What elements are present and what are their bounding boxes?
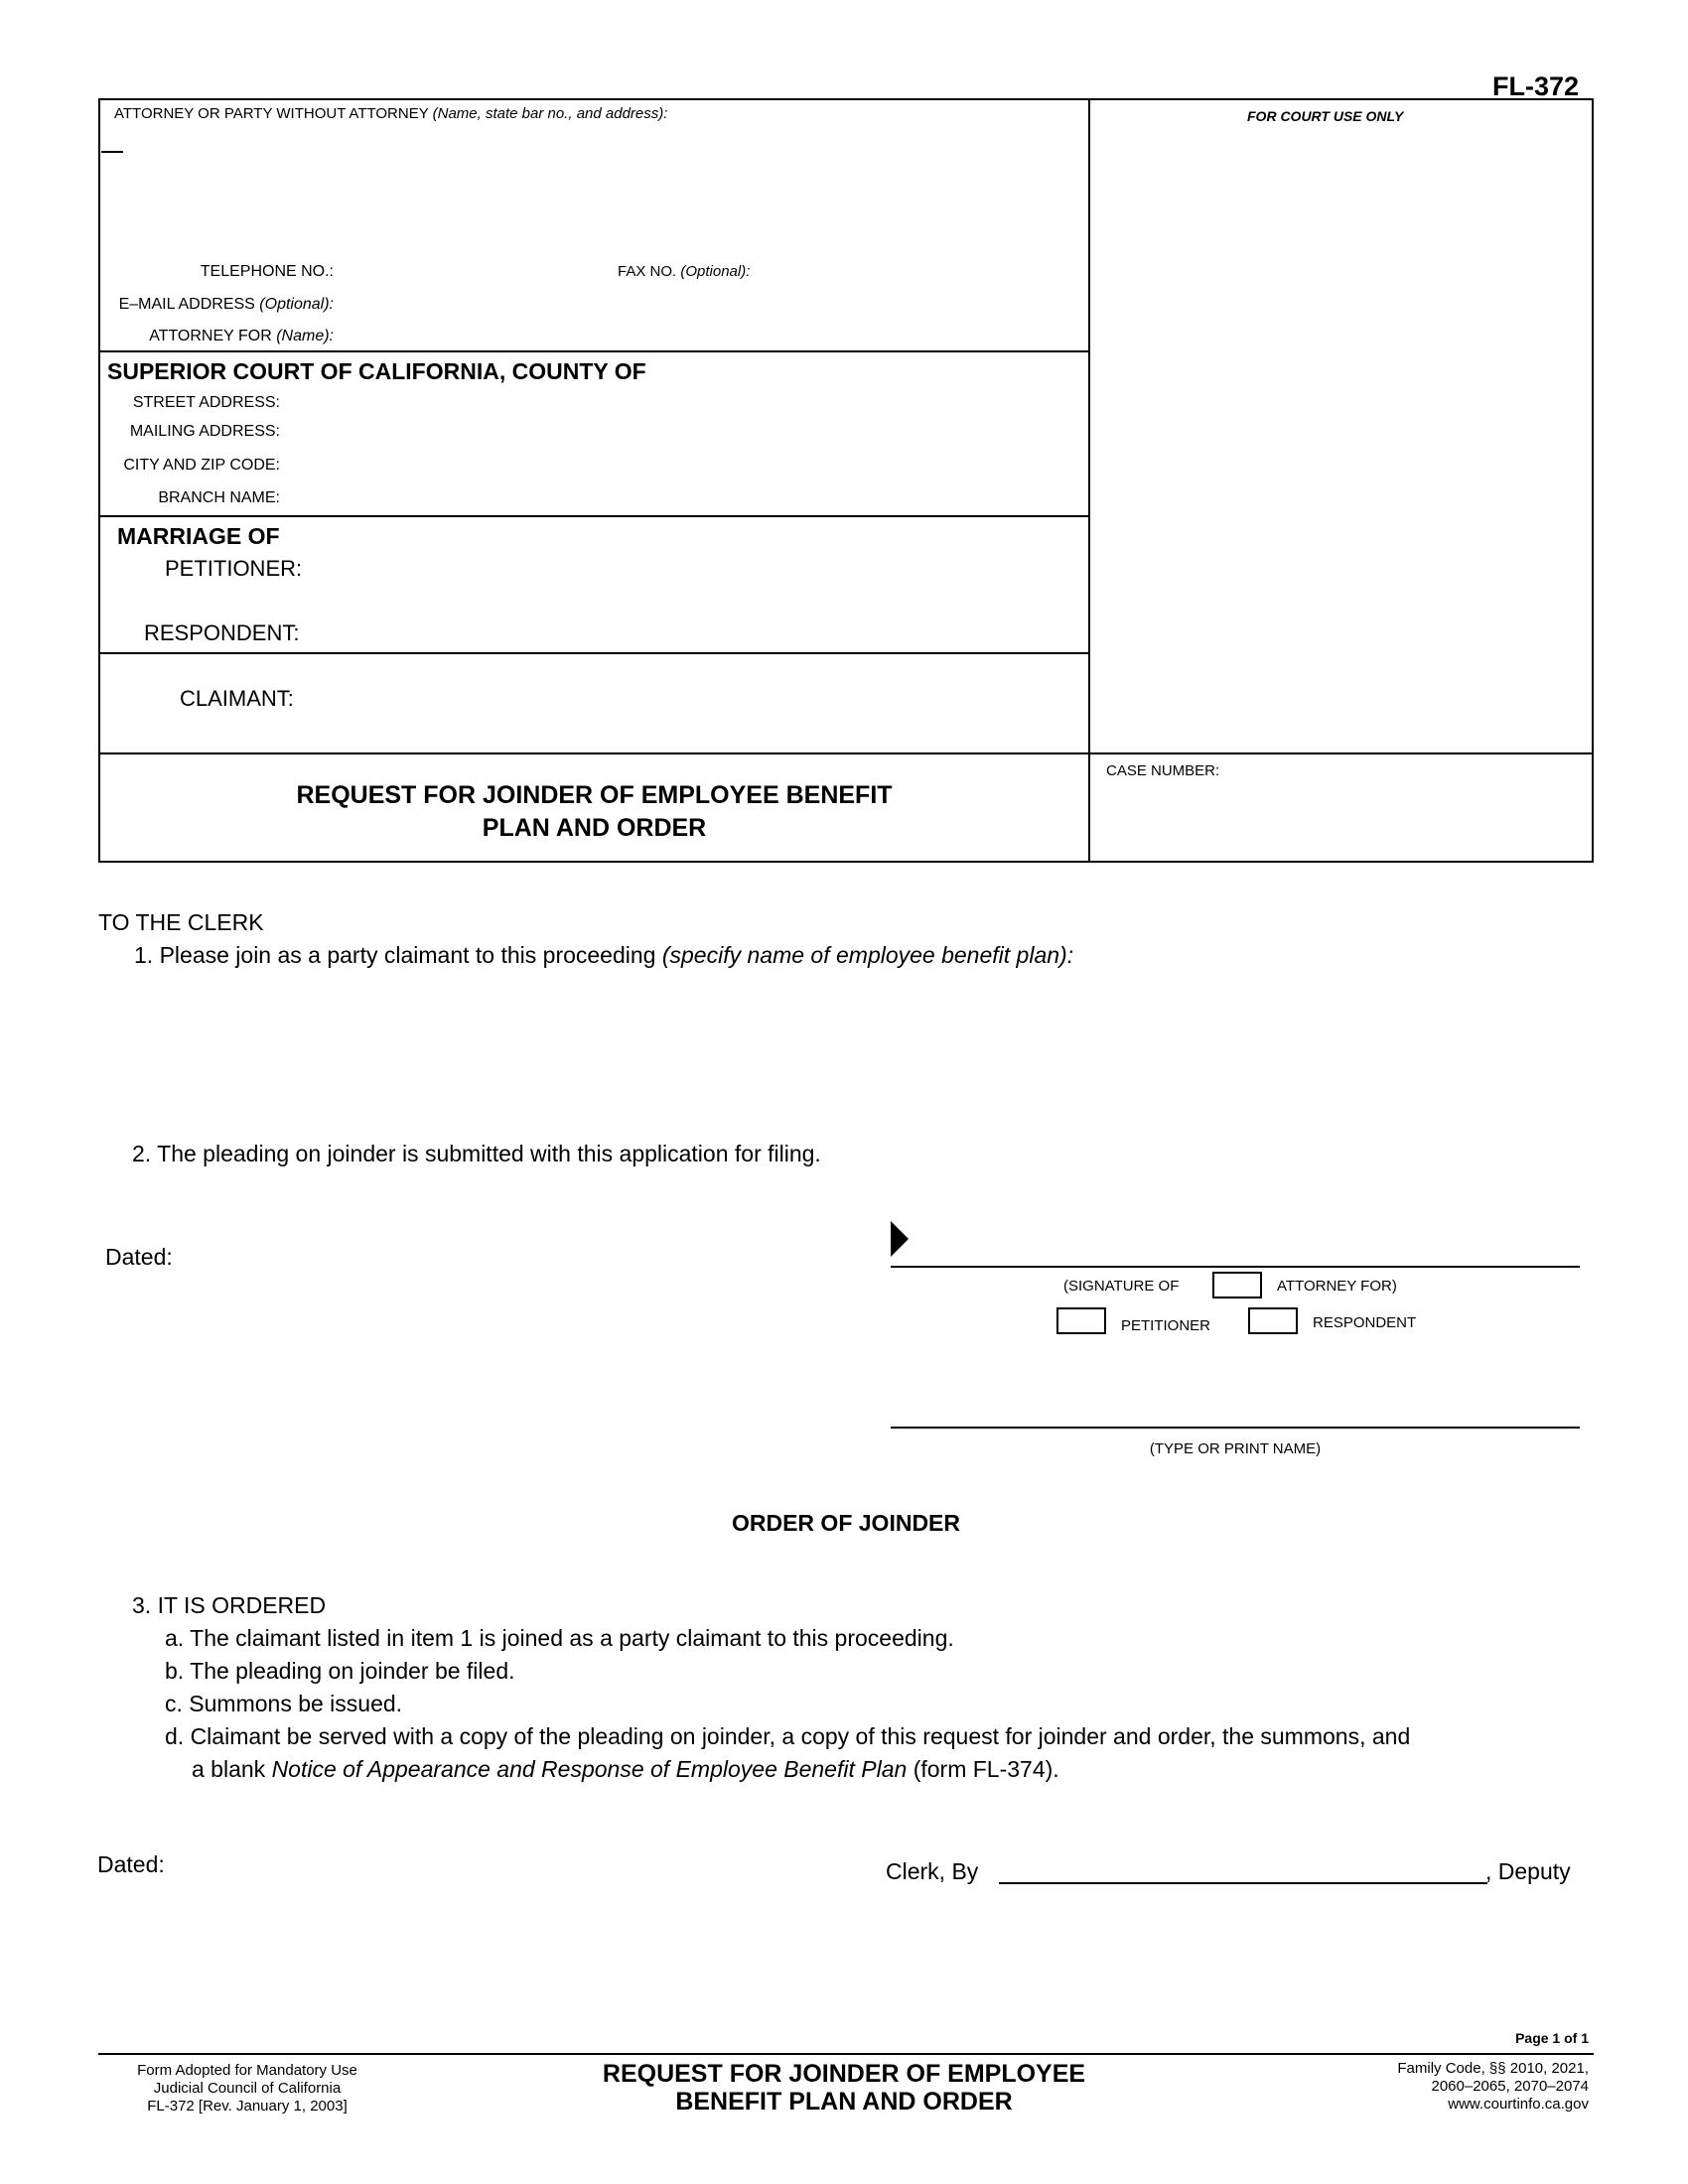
clerk-signature-field[interactable] xyxy=(1001,1848,1485,1882)
to-the-clerk: TO THE CLERK xyxy=(98,909,264,935)
attorney-for-label: ATTORNEY FOR (Name): xyxy=(149,328,334,344)
respondent-checkbox[interactable] xyxy=(1248,1307,1298,1334)
dated-2-label: Dated: xyxy=(97,1851,165,1877)
signature-of-label: (SIGNATURE OF xyxy=(1063,1278,1180,1295)
telephone-field[interactable] xyxy=(340,260,608,284)
mailing-address-label: MAILING ADDRESS: xyxy=(129,423,280,440)
item-3d-line-1: d. Claimant be served with a copy of the pleading on joinder, a copy of this request for joinder and order, the summons, and xyxy=(165,1723,1411,1749)
footer-code xyxy=(1192,2060,1589,2114)
email-field[interactable] xyxy=(340,293,1064,317)
print-name-line xyxy=(891,1427,1580,1429)
footer-rule xyxy=(98,2053,1594,2055)
email-label: E–MAIL ADDRESS (Optional): xyxy=(118,296,334,313)
form-title-line-1: REQUEST FOR JOINDER OF EMPLOYEE BENEFIT xyxy=(296,781,893,809)
dated-field[interactable] xyxy=(184,1239,561,1269)
dated-2-field[interactable] xyxy=(177,1846,554,1876)
case-number-label: CASE NUMBER: xyxy=(1106,762,1220,779)
type-print-label: (TYPE OR PRINT NAME) xyxy=(1149,1440,1322,1457)
footer-website-link[interactable]: www.courtinfo.ca.gov xyxy=(1448,2096,1589,2113)
item-2: 2. The pleading on joinder is submitted with this application for filing. xyxy=(132,1141,821,1166)
form-title xyxy=(98,779,1090,845)
footer-code-line-1: Family Code, §§ 2010, 2021, xyxy=(1397,2060,1589,2077)
caption-box xyxy=(98,98,1594,863)
footer-adopted-line-3: FL-372 [Rev. January 1, 2003] xyxy=(147,2098,348,2115)
caption-divider xyxy=(1088,98,1090,863)
city-zip-label: CITY AND ZIP CODE: xyxy=(123,457,280,474)
court-title: SUPERIOR COURT OF CALIFORNIA, COUNTY OF xyxy=(107,358,646,384)
page-number: Page 1 of 1 xyxy=(1515,2030,1589,2046)
item-3: 3. IT IS ORDERED xyxy=(132,1592,327,1618)
order-title: ORDER OF JOINDER xyxy=(731,1510,961,1536)
court-use-label: FOR COURT USE ONLY xyxy=(1247,108,1404,124)
item-3b: b. The pleading on joinder be filed. xyxy=(165,1658,515,1684)
signature-line xyxy=(891,1266,1580,1268)
form-number: FL-372 xyxy=(1491,71,1579,101)
deputy-label: , Deputy xyxy=(1485,1858,1571,1884)
footer-title-line-2: BENEFIT PLAN AND ORDER xyxy=(675,2088,1013,2116)
footer-adopted xyxy=(98,2062,396,2116)
signature-field[interactable] xyxy=(912,1219,1577,1263)
respondent-label: RESPONDENT: xyxy=(144,620,300,645)
footer-code-line-2: 2060–2065, 2070–2074 xyxy=(1431,2078,1589,2095)
form-title-line-2: PLAN AND ORDER xyxy=(482,814,707,842)
claimant-section-divider xyxy=(98,652,1090,654)
item-3c: c. Summons be issued. xyxy=(165,1691,403,1716)
clerk-by-label: Clerk, By xyxy=(886,1858,979,1884)
street-address-label: STREET ADDRESS: xyxy=(132,394,280,411)
branch-name-label: BRANCH NAME: xyxy=(158,489,280,506)
signature-arrow-icon xyxy=(891,1221,909,1257)
item-3d-line-2: a blank Notice of Appearance and Response of Employee Benefit Plan (form FL-374). xyxy=(192,1756,1059,1782)
claimant-label: CLAIMANT: xyxy=(180,686,294,711)
attorney-field-marker xyxy=(101,151,123,153)
attorney-label: ATTORNEY OR PARTY WITHOUT ATTORNEY (Name, state bar no., and address): xyxy=(114,105,668,122)
respondent-check-label: RESPONDENT xyxy=(1313,1314,1417,1331)
marriage-of-label: MARRIAGE OF xyxy=(117,523,280,549)
clerk-signature-line xyxy=(999,1882,1487,1884)
attorney-for-checkbox[interactable] xyxy=(1212,1272,1262,1298)
footer-adopted-line-1: Form Adopted for Mandatory Use xyxy=(137,2062,357,2079)
footer-title xyxy=(496,2060,1192,2116)
petitioner-check-label: PETITIONER xyxy=(1121,1317,1211,1334)
attorney-for-field[interactable] xyxy=(340,325,1064,348)
item-1: 1. Please join as a party claimant to this proceeding (specify name of employee benefit plan): xyxy=(134,942,1074,968)
footer-adopted-line-2: Judicial Council of California xyxy=(153,2080,342,2097)
item-3a: a. The claimant listed in item 1 is joined as a party claimant to this proceeding. xyxy=(165,1625,954,1651)
telephone-label: TELEPHONE NO.: xyxy=(200,263,334,280)
parties-section-divider xyxy=(98,515,1090,517)
print-name-field[interactable] xyxy=(892,1398,1577,1426)
court-section-divider xyxy=(98,350,1090,352)
fax-label: FAX NO. (Optional): xyxy=(618,263,751,280)
dated-label: Dated: xyxy=(105,1244,173,1270)
benefit-plan-name-field[interactable] xyxy=(159,978,1579,1097)
attorney-for-sig-label: ATTORNEY FOR) xyxy=(1277,1278,1397,1295)
petitioner-checkbox[interactable] xyxy=(1056,1307,1106,1334)
footer-title-line-1: REQUEST FOR JOINDER OF EMPLOYEE xyxy=(602,2060,1086,2088)
fax-field[interactable] xyxy=(771,260,1068,284)
title-section-divider xyxy=(98,752,1594,754)
case-number-field[interactable] xyxy=(1106,786,1579,846)
petitioner-label: PETITIONER: xyxy=(165,556,303,581)
